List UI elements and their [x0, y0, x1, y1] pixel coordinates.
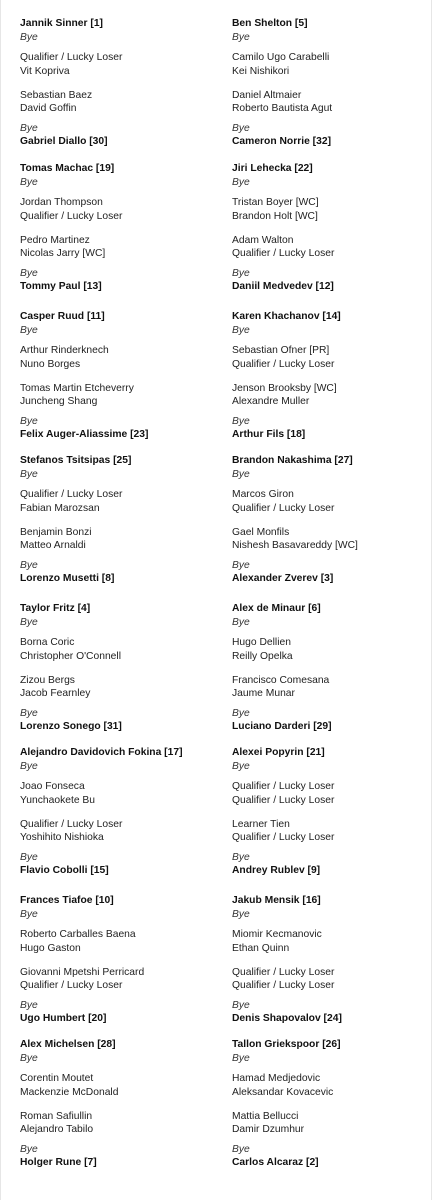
- draw-section: [232, 0, 432, 150]
- seed-top: Karen Khachanov [14]: [232, 311, 341, 322]
- seed-bottom: Holger Rune [7]: [20, 1157, 97, 1168]
- bye-label: Bye: [20, 177, 38, 188]
- player-name: Francisco Comesana: [232, 675, 330, 686]
- player-name: Giovanni Mpetshi Perricard: [20, 967, 145, 978]
- player-name: Miomir Kecmanovic: [232, 929, 322, 940]
- draw-section: [20, 437, 220, 587]
- draw-section: [20, 293, 220, 443]
- player-name: Qualifier / Lucky Loser: [20, 52, 123, 63]
- player-name: Alexandre Muller: [232, 396, 310, 407]
- bye-label: Bye: [232, 708, 250, 719]
- player-name: Qualifier / Lucky Loser: [232, 248, 335, 259]
- player-name: Yunchaokete Bu: [20, 795, 95, 806]
- player-name: Tomas Martin Etcheverry: [20, 383, 134, 394]
- player-name: Qualifier / Lucky Loser: [232, 980, 335, 991]
- player-name: Qualifier / Lucky Loser: [20, 980, 123, 991]
- draw-section: [20, 585, 220, 735]
- player-name: Joao Fonseca: [20, 781, 85, 792]
- seed-bottom: Luciano Darderi [29]: [232, 721, 332, 732]
- player-name: Zizou Bergs: [20, 675, 75, 686]
- player-name: Jaume Munar: [232, 688, 295, 699]
- seed-top: Alexei Popyrin [21]: [232, 747, 325, 758]
- bye-label: Bye: [20, 32, 38, 43]
- player-name: Alejandro Tabilo: [20, 1124, 94, 1135]
- player-name: Qualifier / Lucky Loser: [232, 781, 335, 792]
- player-name: Qualifier / Lucky Loser: [232, 359, 335, 370]
- bye-label: Bye: [232, 325, 250, 336]
- player-name: Kei Nishikori: [232, 66, 290, 77]
- player-name: Damir Dzumhur: [232, 1124, 305, 1135]
- seed-top: Frances Tiafoe [10]: [20, 895, 114, 906]
- player-name: Roberto Bautista Agut: [232, 103, 333, 114]
- player-name: Vit Kopriva: [20, 66, 70, 77]
- bye-label: Bye: [232, 1053, 250, 1064]
- seed-bottom: Tommy Paul [13]: [20, 281, 102, 292]
- seed-bottom: Carlos Alcaraz [2]: [232, 1157, 319, 1168]
- seed-bottom: Denis Shapovalov [24]: [232, 1013, 342, 1024]
- bye-label: Bye: [232, 177, 250, 188]
- player-name: Tristan Boyer [WC]: [232, 197, 319, 208]
- player-name: Pedro Martinez: [20, 235, 90, 246]
- player-name: Learner Tien: [232, 819, 290, 830]
- seed-top: Tomas Machac [19]: [20, 163, 115, 174]
- player-name: Arthur Rinderknech: [20, 345, 109, 356]
- seed-top: Taylor Fritz [4]: [20, 603, 91, 614]
- player-name: Qualifier / Lucky Loser: [232, 967, 335, 978]
- bye-label: Bye: [232, 1000, 250, 1011]
- player-name: Brandon Holt [WC]: [232, 211, 318, 222]
- seed-top: Jiri Lehecka [22]: [232, 163, 313, 174]
- player-name: Hugo Dellien: [232, 637, 291, 648]
- seed-top: Alejandro Davidovich Fokina [17]: [20, 747, 183, 758]
- player-name: Qualifier / Lucky Loser: [232, 795, 335, 806]
- bye-label: Bye: [20, 416, 38, 427]
- draw-section: [232, 293, 432, 443]
- player-name: Roman Safiullin: [20, 1111, 93, 1122]
- seed-bottom: Lorenzo Sonego [31]: [20, 721, 122, 732]
- bye-label: Bye: [232, 268, 250, 279]
- player-name: Ethan Quinn: [232, 943, 290, 954]
- player-name: Jenson Brooksby [WC]: [232, 383, 337, 394]
- player-name: Yoshihito Nishioka: [20, 832, 104, 843]
- draw-section: [20, 0, 220, 150]
- player-name: Qualifier / Lucky Loser: [232, 503, 335, 514]
- player-name: Mackenzie McDonald: [20, 1087, 119, 1098]
- player-name: Nuno Borges: [20, 359, 81, 370]
- bye-label: Bye: [20, 761, 38, 772]
- bye-label: Bye: [20, 1144, 38, 1155]
- player-name: Benjamin Bonzi: [20, 527, 92, 538]
- bye-label: Bye: [232, 761, 250, 772]
- player-name: Hugo Gaston: [20, 943, 81, 954]
- player-name: Jacob Fearnley: [20, 688, 91, 699]
- seed-top: Alex Michelsen [28]: [20, 1039, 116, 1050]
- player-name: Corentin Moutet: [20, 1073, 94, 1084]
- player-name: Hamad Medjedovic: [232, 1073, 321, 1084]
- player-name: Gael Monfils: [232, 527, 290, 538]
- player-name: Juncheng Shang: [20, 396, 98, 407]
- player-name: Nicolas Jarry [WC]: [20, 248, 106, 259]
- bye-label: Bye: [232, 32, 250, 43]
- bye-label: Bye: [20, 268, 38, 279]
- seed-top: Jakub Mensik [16]: [232, 895, 321, 906]
- player-name: Qualifier / Lucky Loser: [232, 832, 335, 843]
- player-name: Reilly Opelka: [232, 651, 293, 662]
- draw-section: [232, 145, 432, 295]
- bye-label: Bye: [20, 1000, 38, 1011]
- seed-top: Casper Ruud [11]: [20, 311, 105, 322]
- seed-top: Brandon Nakashima [27]: [232, 455, 353, 466]
- bye-label: Bye: [20, 708, 38, 719]
- bye-label: Bye: [20, 325, 38, 336]
- player-name: Qualifier / Lucky Loser: [20, 211, 123, 222]
- player-name: Jordan Thompson: [20, 197, 103, 208]
- bye-label: Bye: [232, 123, 250, 134]
- player-name: Qualifier / Lucky Loser: [20, 489, 123, 500]
- bye-label: Bye: [232, 469, 250, 480]
- player-name: Marcos Giron: [232, 489, 294, 500]
- seed-bottom: Flavio Cobolli [15]: [20, 865, 109, 876]
- seed-top: Jannik Sinner [1]: [20, 18, 103, 29]
- draw-section: [232, 877, 432, 1027]
- player-name: Qualifier / Lucky Loser: [20, 819, 123, 830]
- player-name: Fabian Marozsan: [20, 503, 100, 514]
- player-name: Sebastian Ofner [PR]: [232, 345, 330, 356]
- seed-top: Stefanos Tsitsipas [25]: [20, 455, 132, 466]
- seed-bottom: Gabriel Diallo [30]: [20, 136, 108, 147]
- player-name: Camilo Ugo Carabelli: [232, 52, 330, 63]
- player-name: Mattia Bellucci: [232, 1111, 299, 1122]
- draw-section: [232, 1021, 432, 1171]
- player-name: Daniel Altmaier: [232, 90, 302, 101]
- bye-label: Bye: [20, 560, 38, 571]
- bye-label: Bye: [20, 909, 38, 920]
- seed-bottom: Andrey Rublev [9]: [232, 865, 321, 876]
- player-name: Sebastian Baez: [20, 90, 93, 101]
- seed-bottom: Ugo Humbert [20]: [20, 1013, 107, 1024]
- player-name: David Goffin: [20, 103, 77, 114]
- draw-section: [232, 585, 432, 735]
- bye-label: Bye: [20, 617, 38, 628]
- bye-label: Bye: [20, 469, 38, 480]
- draw-section: [20, 145, 220, 295]
- draw-section: [232, 437, 432, 587]
- player-name: Borna Coric: [20, 637, 75, 648]
- player-name: Nishesh Basavareddy [WC]: [232, 540, 358, 551]
- seed-top: Ben Shelton [5]: [232, 18, 308, 29]
- seed-top: Tallon Griekspoor [26]: [232, 1039, 341, 1050]
- bye-label: Bye: [20, 852, 38, 863]
- bye-label: Bye: [232, 852, 250, 863]
- draw-section: [232, 729, 432, 879]
- seed-bottom: Felix Auger-Aliassime [23]: [20, 429, 149, 440]
- seed-top: Alex de Minaur [6]: [232, 603, 321, 614]
- player-name: Matteo Arnaldi: [20, 540, 86, 551]
- seed-bottom: Alexander Zverev [3]: [232, 573, 334, 584]
- player-name: Adam Walton: [232, 235, 294, 246]
- seed-bottom: Cameron Norrie [32]: [232, 136, 331, 147]
- bye-label: Bye: [20, 123, 38, 134]
- bye-label: Bye: [20, 1053, 38, 1064]
- bye-label: Bye: [232, 909, 250, 920]
- player-name: Aleksandar Kovacevic: [232, 1087, 334, 1098]
- bye-label: Bye: [232, 1144, 250, 1155]
- draw-section: [20, 1021, 220, 1171]
- seed-bottom: Daniil Medvedev [12]: [232, 281, 334, 292]
- draw-section: [20, 877, 220, 1027]
- bye-label: Bye: [232, 560, 250, 571]
- player-name: Christopher O'Connell: [20, 651, 121, 662]
- draw-section: [20, 729, 220, 879]
- seed-bottom: Arthur Fils [18]: [232, 429, 306, 440]
- bye-label: Bye: [232, 617, 250, 628]
- bye-label: Bye: [232, 416, 250, 427]
- seed-bottom: Lorenzo Musetti [8]: [20, 573, 115, 584]
- player-name: Roberto Carballes Baena: [20, 929, 136, 940]
